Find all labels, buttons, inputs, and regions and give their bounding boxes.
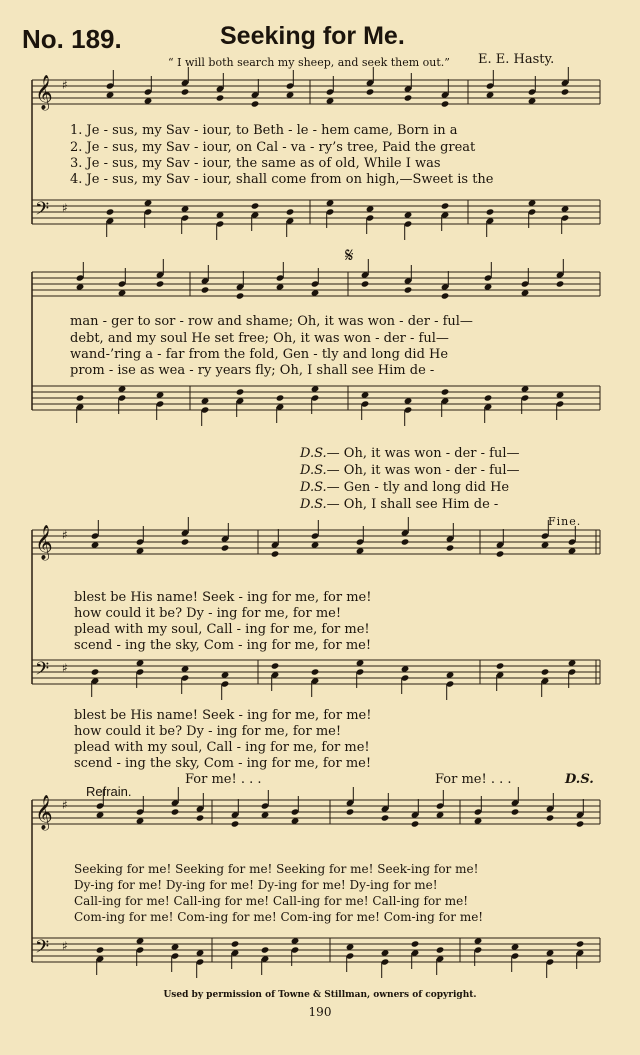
note-head xyxy=(216,94,225,101)
note-head xyxy=(91,668,100,675)
ds-line: D.S.— Oh, it was won - der - ful— xyxy=(300,446,520,461)
bass-clef: 𝄢 xyxy=(35,659,50,684)
lyric-line: 3. Je - sus, my Sav - iour, the same as of old, While I was xyxy=(70,156,441,171)
note-head xyxy=(404,286,413,293)
note-head xyxy=(446,544,455,551)
refrain-line: Seeking for me! Seeking for me! Seeking for me! Seek-ing for me! xyxy=(74,862,479,876)
lyric-line: plead with my soul, Call - ing for me, for me! xyxy=(74,622,370,637)
note-head xyxy=(561,88,570,95)
note-head xyxy=(181,538,190,545)
note-head xyxy=(366,88,375,95)
note-head xyxy=(411,940,420,947)
note-head xyxy=(441,202,450,209)
ds-end-mark: D.S. xyxy=(565,772,594,787)
lyric-line: plead with my soul, Call - ing for me, for me! xyxy=(74,740,370,755)
note-head xyxy=(411,820,420,827)
note-head xyxy=(404,94,413,101)
key-signature: ♯ xyxy=(62,78,68,92)
note-head xyxy=(251,100,260,107)
note-head xyxy=(261,946,270,953)
note-head xyxy=(484,394,493,401)
note-head xyxy=(546,814,555,821)
note-head xyxy=(231,940,240,947)
note-head xyxy=(76,394,85,401)
key-signature: ♯ xyxy=(62,661,68,675)
treble-clef: 𝄞 xyxy=(35,525,53,560)
key-signature: ♯ xyxy=(62,201,68,215)
ds-line: D.S.— Oh, I shall see Him de - xyxy=(300,497,499,512)
lyric-line: 4. Je - sus, my Sav - iour, shall come from on high,—Sweet is the xyxy=(70,172,494,187)
note-head xyxy=(496,550,505,557)
epigraph: “ I will both search my sheep, and seek them out.” xyxy=(168,56,450,69)
note-head xyxy=(96,946,105,953)
note-head xyxy=(231,820,240,827)
note-head xyxy=(486,208,495,215)
note-head xyxy=(346,808,355,815)
note-head xyxy=(236,388,245,395)
lyric-line: scend - ing the sky, Com - ing for me, for me! xyxy=(74,638,372,653)
note-head xyxy=(496,662,505,669)
note-head xyxy=(441,388,450,395)
refrain-label: Refrain. xyxy=(86,784,132,799)
ds-line: D.S.— Oh, it was won - der - ful— xyxy=(300,463,520,478)
ds-line: D.S.— Gen - tly and long did He xyxy=(300,480,510,495)
bass-words: For me! . . . xyxy=(185,772,262,787)
key-signature: ♯ xyxy=(62,798,68,812)
refrain-line: Com-ing for me! Com-ing for me! Com-ing for me! Com-ing for me! xyxy=(74,910,484,924)
bass-words: For me! . . . xyxy=(435,772,512,787)
note-head xyxy=(251,202,260,209)
note-head xyxy=(271,662,280,669)
note-head xyxy=(236,292,245,299)
hymn-title: Seeking for Me. xyxy=(220,22,405,50)
note-head xyxy=(156,280,165,287)
note-head xyxy=(556,280,565,287)
note-head xyxy=(401,538,410,545)
note-head xyxy=(196,814,205,821)
note-head xyxy=(221,544,230,551)
bass-clef: 𝄢 xyxy=(35,199,50,224)
note-head xyxy=(511,808,520,815)
note-head xyxy=(441,100,450,107)
lyric-line: 2. Je - sus, my Sav - iour, on Cal - va - ry’s tree, Paid the great xyxy=(70,140,476,155)
hymn-number: No. 189. xyxy=(22,24,122,54)
lyric-line: scend - ing the sky, Com - ing for me, for me! xyxy=(74,756,372,771)
note-head xyxy=(276,394,285,401)
note-head xyxy=(381,814,390,821)
note-head xyxy=(181,88,190,95)
bass-clef: 𝄢 xyxy=(35,937,50,962)
lyric-line: debt, and my soul He set free; Oh, it was won - der - ful— xyxy=(70,331,449,346)
lyric-line: prom - ise as wea - ry years fly; Oh, I shall see Him de - xyxy=(70,363,435,378)
lyric-line: wand-’ring a - far from the fold, Gen - tly and long did He xyxy=(70,347,449,362)
note-head xyxy=(541,668,550,675)
note-head xyxy=(201,286,210,293)
note-head xyxy=(171,808,180,815)
lyric-line: man - ger to sor - row and shame; Oh, it was won - der - ful— xyxy=(70,314,473,329)
note-head xyxy=(576,820,585,827)
lyric-line: how could it be? Dy - ing for me, for me! xyxy=(74,606,342,621)
fine-mark: Fine. xyxy=(548,515,582,528)
page-number: 190 xyxy=(308,1005,332,1019)
note-head xyxy=(361,280,370,287)
author: E. E. Hasty. xyxy=(478,52,555,67)
note-head xyxy=(311,668,320,675)
lyric-line: blest be His name! Seek - ing for me, for me! xyxy=(74,590,372,605)
copyright-note: Used by permission of Towne & Stillman, owners of copyright. xyxy=(163,990,477,1000)
note-head xyxy=(436,946,445,953)
note-head xyxy=(576,940,585,947)
note-head xyxy=(286,208,295,215)
lyric-line: blest be His name! Seek - ing for me, for me! xyxy=(74,708,372,723)
lyric-line: 1. Je - sus, my Sav - iour, to Beth - le - hem came, Born in a xyxy=(70,123,458,138)
note-head xyxy=(106,208,115,215)
segno-sign: 𝄋 xyxy=(345,243,354,267)
note-head xyxy=(441,292,450,299)
refrain-line: Call-ing for me! Call-ing for me! Call-ing for me! Call-ing for me! xyxy=(74,894,469,908)
key-signature: ♯ xyxy=(62,528,68,542)
treble-clef: 𝄞 xyxy=(35,75,53,110)
lyric-line: how could it be? Dy - ing for me, for me! xyxy=(74,724,342,739)
key-signature: ♯ xyxy=(62,939,68,953)
treble-clef: 𝄞 xyxy=(35,795,53,830)
refrain-line: Dy-ing for me! Dy-ing for me! Dy-ing for me! Dy-ing for me! xyxy=(74,878,438,892)
note-head xyxy=(271,550,280,557)
